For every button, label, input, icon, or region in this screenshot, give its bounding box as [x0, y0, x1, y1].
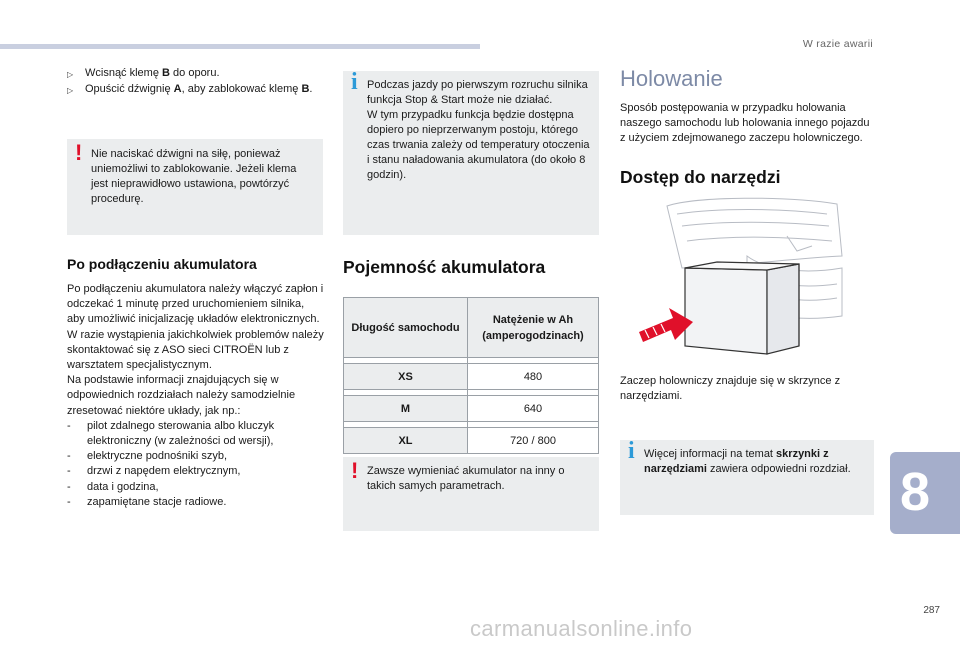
- step-item: [67, 66, 323, 82]
- battery-capacity-table: [343, 297, 599, 454]
- info-text: Więcej informacji na temat skrzynki z narzędziami zawiera odpowiedni rozdział.: [644, 448, 851, 475]
- paragraph: W razie wystąpienia jakichkolwiek problemów należy skontaktować się z ASO sieci CITROËN lub z warsztatem specjalistycznym.: [67, 328, 324, 372]
- table-cell: XL: [344, 428, 468, 454]
- table-header: Długość samochodu: [344, 298, 468, 358]
- section-title-tool-access: Dostęp do narzędzi: [620, 167, 781, 187]
- chapter-number: 8: [900, 462, 931, 522]
- info-note-toolbox: [620, 440, 874, 515]
- bullet-arrow-icon: ▷: [67, 86, 74, 95]
- warning-note: [67, 139, 323, 235]
- warning-text: Zawsze wymieniać akumulator na inny o takich samych parametrach.: [367, 465, 565, 492]
- step-list: [67, 66, 323, 98]
- paragraph: Po podłączeniu akumulatora należy włączyć zapłon i odczekać 1 minutę przed uruchomieniem silnika, aby umożliwić inicjalizację układów elektronicznych.: [67, 283, 324, 326]
- section-title-towing: Holowanie: [620, 66, 723, 91]
- table-header: Natężenie w Ah (amperogodzinach): [468, 298, 599, 358]
- list-item: - pilot zdalnego sterowania albo kluczyk elektroniczny (w zależności od wersji),: [67, 419, 275, 448]
- table-row: [344, 428, 599, 454]
- list-item: - data i godzina,: [67, 480, 159, 493]
- chapter-header-title: W razie awarii: [802, 38, 873, 50]
- info-note-stop-start: [343, 71, 599, 235]
- info-icon: i: [351, 69, 358, 95]
- bullet-arrow-icon: ▷: [67, 70, 74, 79]
- step-text: Wcisnąć klemę B do oporu.: [85, 67, 220, 79]
- section-title-after-connecting: Po podłączeniu akumulatora: [67, 256, 257, 272]
- warning-text: Nie naciskać dźwigni na siłę, ponieważ uniemożliwi to zablokowanie. Jeżeli klema jest nieprawidłowo ustawiona, powtórzyć procedurę.: [91, 148, 297, 205]
- warning-note-replacement: [343, 457, 599, 531]
- warning-exclamation-icon: !: [351, 458, 359, 483]
- watermark: carmanualsonline.info: [470, 616, 693, 641]
- info-icon: i: [628, 438, 635, 464]
- table-row: [344, 364, 599, 390]
- after-connecting-body: [67, 282, 325, 510]
- table-cell: M: [344, 396, 468, 422]
- section-title-battery-capacity: Pojemność akumulatora: [343, 257, 546, 277]
- info-text: Podczas jazdy po pierwszym rozruchu silnika funkcja Stop & Start może nie działać. W tym przypadku funkcja będzie dostępna dopiero po nieprzerwanym postoju, którego czas trwania zależy od temperatury otoczenia i stanu naładowania akumulatora (do około 8 godzin).: [367, 79, 590, 181]
- page-number: 287: [923, 605, 940, 616]
- table-cell: XS: [344, 364, 468, 390]
- chapter-tab: [890, 452, 960, 534]
- list-item: - elektryczne podnośniki szyb,: [67, 450, 228, 463]
- table-cell: 640: [468, 396, 599, 422]
- tool-box-illustration: [637, 196, 847, 356]
- step-text: Opuścić dźwignię A, aby zablokować klemę B.: [85, 83, 313, 95]
- towing-intro: Sposób postępowania w przypadku holowania naszego samochodu lub holowania innego pojazdu z użyciem zdejmowanego zaczepu holowniczego.: [620, 102, 870, 145]
- table-cell: 480: [468, 364, 599, 390]
- list-item: - drzwi z napędem elektrycznym,: [67, 465, 241, 478]
- header-bar: [0, 44, 480, 49]
- warning-exclamation-icon: !: [75, 140, 83, 165]
- table-row: [344, 396, 599, 422]
- step-item: [67, 82, 323, 98]
- paragraph: Na podstawie informacji znajdujących się w odpowiednich rozdziałach należy samodzielnie zresetować niektóre układy, jak np.:: [67, 374, 296, 417]
- tool-box-caption: Zaczep holowniczy znajduje się w skrzynce z narzędziami.: [620, 375, 841, 403]
- list-item: - zapamiętane stacje radiowe.: [67, 495, 227, 508]
- table-header-row: [344, 298, 599, 358]
- table-cell: 720 / 800: [468, 428, 599, 454]
